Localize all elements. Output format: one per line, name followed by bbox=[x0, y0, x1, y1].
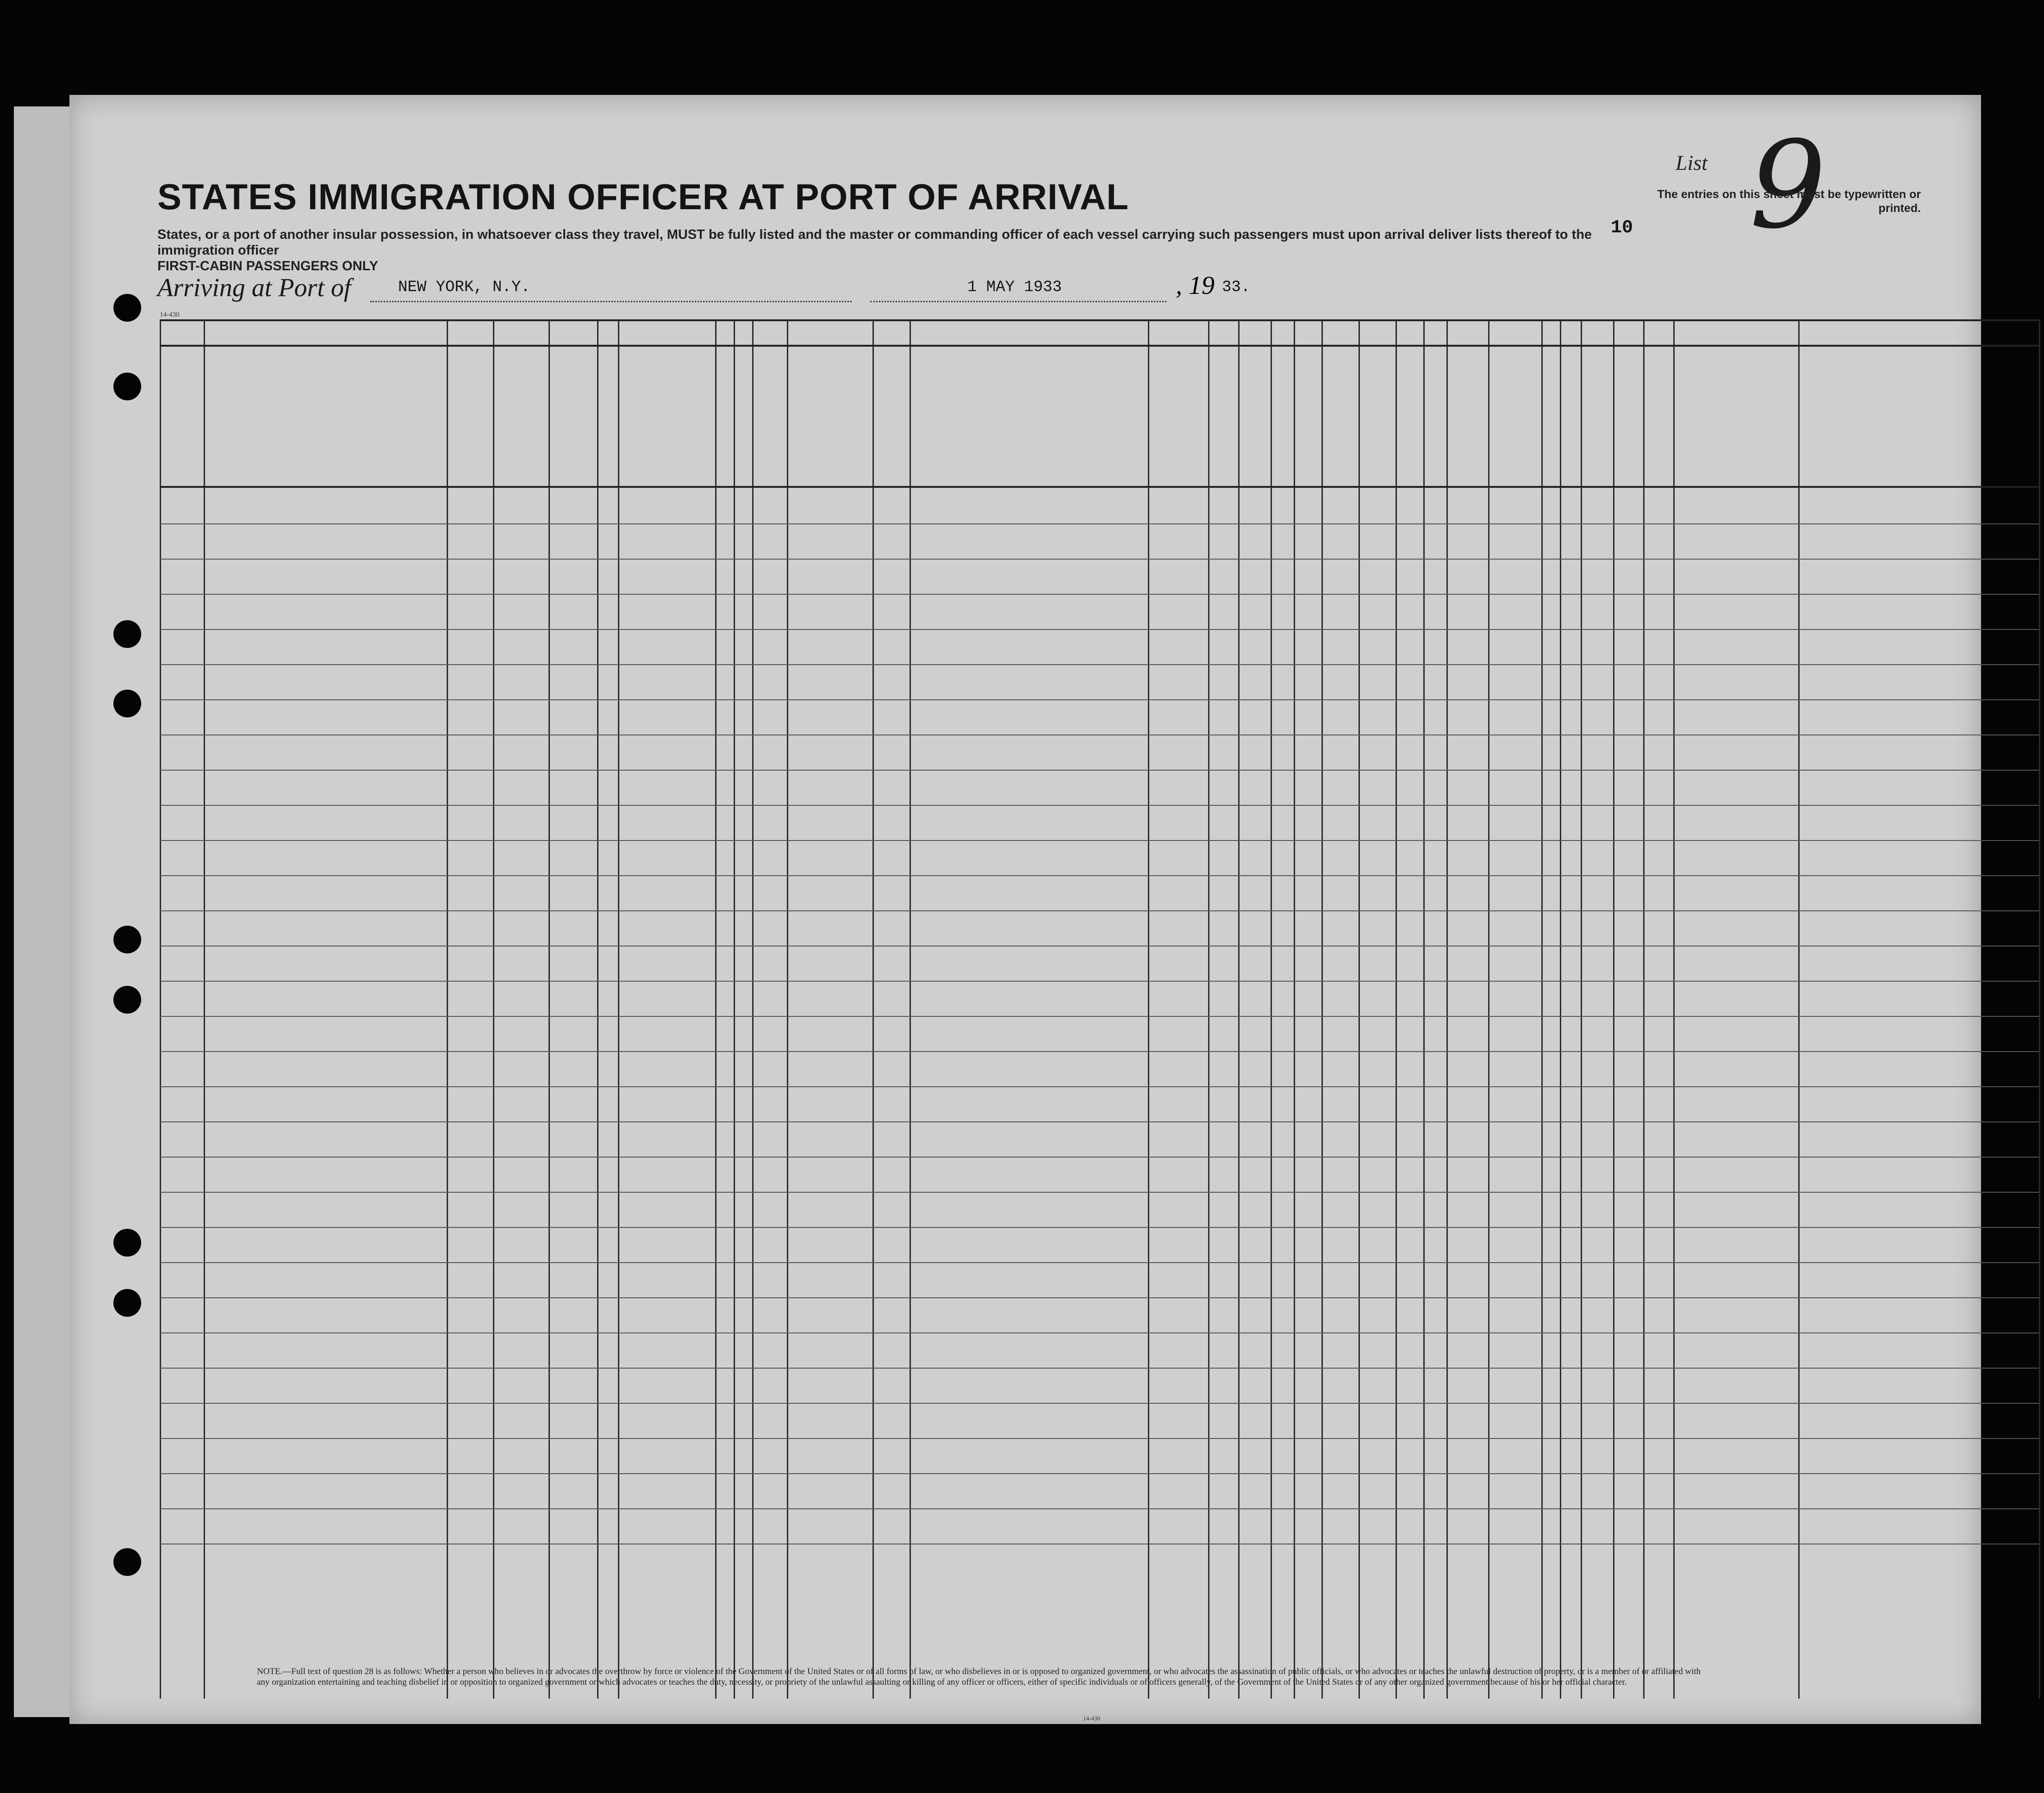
row-rule bbox=[160, 770, 2039, 771]
column-rule bbox=[1148, 319, 1149, 1699]
header-rule bbox=[160, 345, 2039, 347]
row-rule bbox=[160, 1332, 2039, 1333]
port-underline bbox=[370, 301, 852, 302]
page-title: STATES IMMIGRATION OFFICER AT PORT OF ARRIVAL bbox=[157, 176, 1129, 217]
column-rule bbox=[548, 319, 550, 1699]
column-rule bbox=[493, 319, 494, 1699]
column-rule bbox=[1359, 319, 1360, 1699]
binder-hole bbox=[113, 1289, 141, 1317]
column-rule bbox=[910, 319, 911, 1699]
list-number: 9 bbox=[1750, 116, 1826, 255]
instructions-line: States, or a port of another insular possession, in whatsoever class they travel, MUST be fully listed and the master or commanding officer of each vessel carrying such passengers must upon arrival deliver lists thereof to the immigration officer bbox=[157, 227, 1592, 258]
column-rule bbox=[1396, 319, 1397, 1699]
row-rule bbox=[160, 1368, 2039, 1369]
binder-hole bbox=[113, 926, 141, 953]
row-rule bbox=[160, 1403, 2039, 1404]
header-rule bbox=[160, 319, 2039, 321]
row-rule bbox=[160, 1051, 2039, 1052]
column-rule bbox=[1208, 319, 1209, 1699]
column-rule bbox=[715, 319, 717, 1699]
row-rule bbox=[160, 559, 2039, 560]
list-label: List bbox=[1676, 151, 1708, 174]
year-prefix: , 19 bbox=[1176, 271, 1215, 300]
row-rule bbox=[160, 1121, 2039, 1122]
footnote: NOTE.—Full text of question 28 is as follows: Whether a person who believes in or advocates the overthrow by force or violence of the Government of the United States or of all forms of law, or who disbelieves in or is opposed to organized government, or who advocates the assassination of public officials, or who advocates or teaches the unlawful destruction of property, or is a member of or affiliated with any organization entertaining and teaching disbelief in or opposition to organized government or which advocates or teaches the duty, necessity, or propriety of the unlawful assaulting or killing of any officer or officers, either of specific individuals or of officers generally, of the Government of the United States or of any other organized government because of his or her official character. bbox=[257, 1667, 1701, 1687]
column-rule bbox=[1488, 319, 1489, 1699]
column-rule bbox=[204, 319, 205, 1699]
row-rule bbox=[160, 910, 2039, 911]
row-rule bbox=[160, 629, 2039, 630]
row-rule bbox=[160, 523, 2039, 524]
row-rule bbox=[160, 840, 2039, 841]
column-rule bbox=[734, 319, 735, 1699]
row-rule bbox=[160, 981, 2039, 982]
binder-hole bbox=[113, 620, 141, 648]
previous-page-edge bbox=[14, 106, 69, 1717]
instructions-text bbox=[157, 227, 1592, 274]
binder-hole bbox=[113, 373, 141, 400]
sheet-number: 10 bbox=[1611, 218, 1633, 238]
column-rule bbox=[1446, 319, 1448, 1699]
column-rule bbox=[787, 319, 788, 1699]
column-rule bbox=[1798, 319, 1800, 1699]
footnote-code: 14-430 bbox=[1083, 1715, 1100, 1722]
row-rule bbox=[160, 1508, 2039, 1509]
column-rule bbox=[1581, 319, 1582, 1699]
row-rule bbox=[160, 1227, 2039, 1228]
arrival-port: NEW YORK, N.Y. bbox=[398, 279, 530, 296]
date-underline bbox=[870, 301, 1166, 302]
row-rule bbox=[160, 1262, 2039, 1263]
first-cabin-label: FIRST-CABIN PASSENGERS ONLY bbox=[157, 259, 378, 274]
column-rule bbox=[1423, 319, 1425, 1699]
row-rule bbox=[160, 1192, 2039, 1193]
column-rule bbox=[1643, 319, 1645, 1699]
row-rule bbox=[160, 664, 2039, 665]
column-rule bbox=[2039, 319, 2040, 1699]
column-rule bbox=[160, 319, 161, 1699]
row-rule bbox=[160, 1473, 2039, 1474]
column-rule bbox=[752, 319, 754, 1699]
row-rule bbox=[160, 1086, 2039, 1087]
row-rule bbox=[160, 805, 2039, 806]
arrival-year: 33. bbox=[1222, 279, 1251, 296]
column-rule bbox=[1294, 319, 1295, 1699]
row-rule bbox=[160, 699, 2039, 700]
column-rule bbox=[1560, 319, 1561, 1699]
row-rule bbox=[160, 594, 2039, 595]
row-rule bbox=[160, 1438, 2039, 1439]
binder-hole bbox=[113, 1229, 141, 1257]
binder-hole bbox=[113, 690, 141, 717]
column-rule bbox=[1238, 319, 1240, 1699]
column-rule bbox=[447, 319, 448, 1699]
row-rule bbox=[160, 875, 2039, 876]
column-rule bbox=[1673, 319, 1675, 1699]
arriving-port-label: Arriving at Port of bbox=[157, 274, 351, 302]
typewritten-note: The entries on this sheet must be typewritten or printed. bbox=[1657, 188, 1921, 215]
arrival-date-stamp: 1 MAY 1933 bbox=[967, 279, 1062, 296]
row-rule bbox=[160, 1157, 2039, 1158]
binder-hole bbox=[113, 986, 141, 1014]
binder-hole bbox=[113, 1548, 141, 1576]
binder-hole bbox=[113, 294, 141, 322]
row-rule bbox=[160, 1297, 2039, 1298]
column-rule bbox=[618, 319, 619, 1699]
column-rule bbox=[1541, 319, 1543, 1699]
manifest-table bbox=[160, 319, 2039, 1699]
form-code: 14-430 bbox=[160, 311, 180, 318]
column-rule bbox=[597, 319, 598, 1699]
header-bottom-rule bbox=[160, 486, 2039, 488]
column-rule bbox=[1321, 319, 1323, 1699]
column-rule bbox=[1271, 319, 1272, 1699]
column-rule bbox=[872, 319, 874, 1699]
column-rule bbox=[1613, 319, 1614, 1699]
row-rule bbox=[160, 1016, 2039, 1017]
